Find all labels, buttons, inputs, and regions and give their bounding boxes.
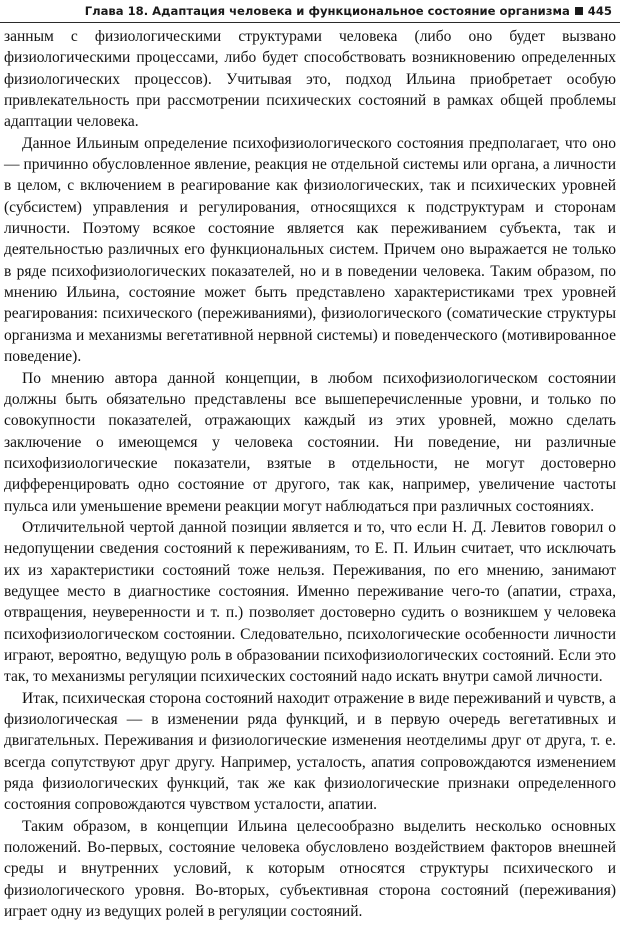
page-number: 445 bbox=[587, 4, 612, 18]
paragraph: Итак, психическая сторона состояний находит отражение в виде переживаний и чувств, а физиологическая — в изменении ряда функций, и в первую очередь вегетативных и двигательных. Переживания и физиологические изменения неотделимы друг от друга, т. е. всегда сопутствуют друг другу. Например, усталость, апатия сопровождаются изменением ряда физиологических функций, так же как физиологические признаки определенного состояния сопровождаются чувством усталости, апатии. bbox=[4, 689, 616, 814]
running-header bbox=[0, 0, 620, 22]
chapter-title: Глава 18. Адаптация человека и функциональное состояние организма bbox=[84, 4, 570, 18]
paragraph: Отличительной чертой данной позиции является и то, что если Н. Д. Левитов говорил о недопущении сведения состояний к переживаниям, то Е. П. Ильин считает, что исключать их из характеристики состояний тоже нельзя. Переживания, по его мнению, занимают ведущее место в диагностике состояния. Именно переживание чего-то (апатии, страха, отвращения, неуверенности и т. п.) позволяет достоверно судить о возникшем у человека психофизиологическом состоянии. Следовательно, психологические особенности личности играют, вероятно, ведущую роль в образовании психофизиологических состояний. Если это так, то механизмы регуляции психических состояний надо искать внутри самой личности. bbox=[4, 518, 616, 686]
paragraph: По мнению автора данной концепции, в любом психофизиологическом состоянии должны быть обязательно представлены все вышеперечисленные уровни, и только по совокупности показателей, отражающих каждый из этих уровней, можно сделать заключение о имеющемся у человека состоянии. Ни поведение, ни различные психофизиологические показатели, взятые в отдельности, не могут достоверно дифференцировать одно состояние от другого, так как, например, увеличение частоты пульса или уменьшение времени реакции могут наблюдаться при различных состояниях. bbox=[4, 369, 616, 515]
paragraph: занным с физиологическими структурами человека (либо оно будет вызвано физиологическими процессами, либо будет способствовать возникновению определенных физиологических процессов). Учитывая это, подход Ильина приобретает особую привлекательность при рассмотрении психических состояний в рамках общей проблемы адаптации человека. bbox=[4, 28, 616, 131]
paragraph: Данное Ильиным определение психофизиологического состояния предполагает, что оно — причинно обусловленное явление, реакция не отдельной системы или органа, а личности в целом, с включением в реагирование как физиологических, так и психических уровней (субсистем) управления и регулирования, относящихся к подструктурам и сторонам личности. Поэтому всякое состояние является как переживанием субъекта, так и деятельностью различных его функциональных систем. Причем оно выражается не только в ряде психофизиологических показателей, но и в поведении человека. Таким образом, по мнению Ильина, состояние может быть представлено характеристиками трех уровней реагирования: психического (переживаниями), физиологического (соматические структуры организма и механизмы вегетативной нервной системы) и поведенческого (мотивированное поведение). bbox=[4, 134, 616, 366]
square-bullet-icon bbox=[575, 7, 583, 15]
header-divider bbox=[0, 22, 620, 23]
paragraph: Таким образом, в концепции Ильина целесообразно выделить несколько основных положений. Во-первых, состояние человека обусловлено воздействием факторов внешней среды и внутренних условий, к которым относятся структуры психического и физиологического уровня. Во-вторых, субъективная сторона состояний (переживания) играет одну из ведущих ролей в регуляции состояний. bbox=[4, 817, 616, 921]
body-text bbox=[4, 26, 616, 922]
